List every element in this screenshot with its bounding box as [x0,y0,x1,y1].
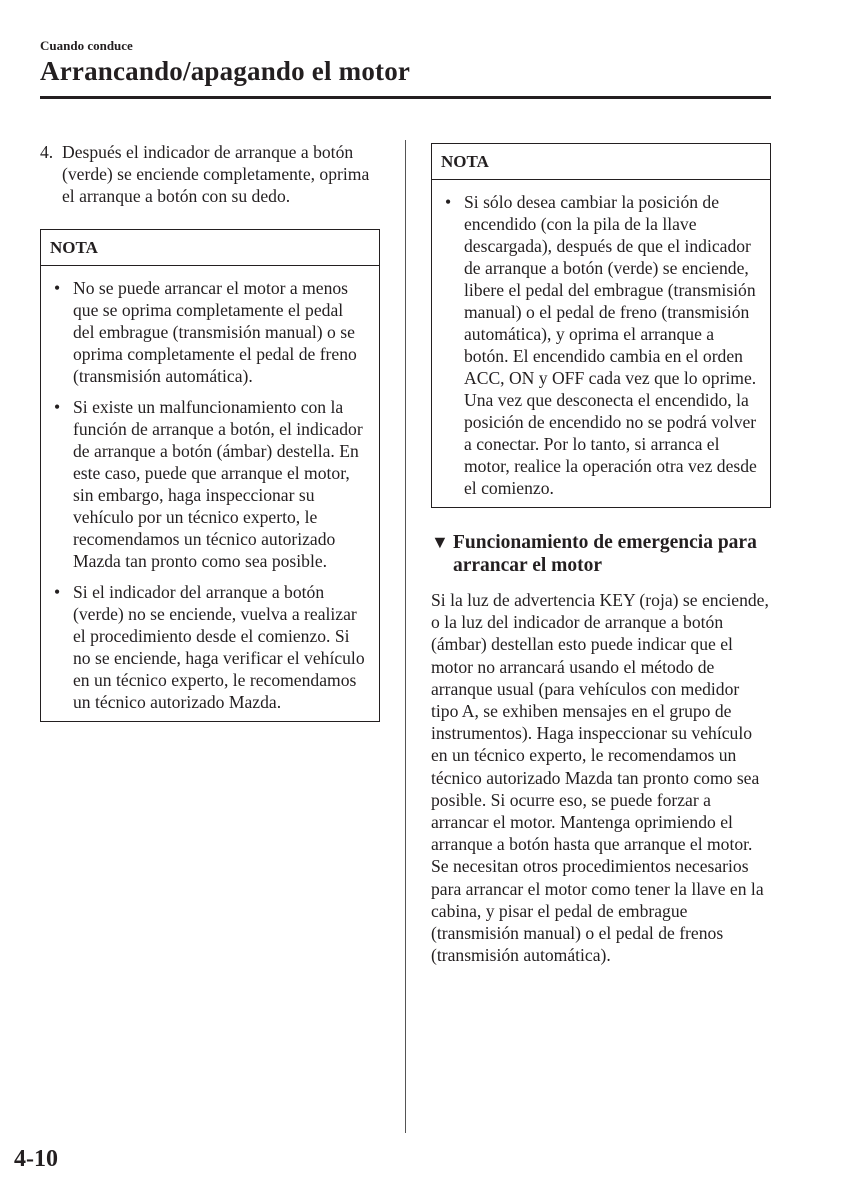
bullet-text: Si existe un malfuncionamiento con la función de arranque a botón, el indicador de arranque a botón (ámbar) destella. En este caso, puede que arranque el motor, sin embargo, haga inspeccionar su vehículo por un técnico experto, le recomendamos un técnico autorizado Mazda tan pronto como sea posible. [73,397,363,571]
note-bullet [442,191,760,499]
section-subheading [431,531,771,577]
left-column [40,141,380,722]
right-column [431,141,771,966]
down-triangle-icon: ▼ [431,532,449,552]
bullet-icon: • [54,397,61,417]
note-body [41,266,379,721]
note-bullet [51,581,369,713]
bullet-icon: • [54,278,61,298]
note-body [432,180,770,507]
page-number: 4-10 [14,1146,58,1172]
subheading-text: Funcionamiento de emergencia para arrancar el motor [453,532,757,576]
note-bullet [51,396,369,572]
column-divider [405,140,406,1133]
note-box [40,229,380,722]
body-paragraph: Si la luz de advertencia KEY (roja) se enciende, o la luz del indicador de arranque a botón (ámbar) destellan esto puede indicar que el motor no arrancará usando el método de arranque usual (para vehículos con medidor tipo A, se exhiben mensajes en el grupo de instrumentos). Haga inspeccionar su vehículo en un técnico experto, le recomendamos un técnico autorizado Mazda tan pronto como sea posible. Si ocurre eso, se puede forzar a arrancar el motor. Mantenga oprimiendo el arranque a botón hasta que arranque el motor. Se necesitan otros procedimientos necesarios para arrancar el motor como tener la llave en la cabina, y pisar el pedal de embrague (transmisión manual) o el pedal de frenos (transmisión automática). [431,590,769,966]
bullet-text: Si el indicador del arranque a botón (verde) no se enciende, vuelva a realizar el procedimiento desde el comienzo. Si no se enciende, haga verificar el vehículo en un técnico experto, le recomendamos un técnico autorizado Mazda. [73,582,365,712]
note-heading: NOTA [432,144,770,180]
note-heading: NOTA [41,230,379,266]
note-bullet [51,277,369,387]
bullet-text: No se puede arrancar el motor a menos que se oprima completamente el pedal del embrague (transmisión manual) o se oprima completamente el pedal de freno (transmisión automática). [73,278,357,386]
page-title: Arrancando/apagando el motor [40,56,411,86]
bullet-text: Si sólo desea cambiar la posición de encendido (con la pila de la llave descargada), después de que el indicador de arranque a botón (verde) se enciende, libere el pedal del embrague (transmisión manual) o el pedal de freno (transmisión automática), y oprima el arranque a botón. El encendido cambia en el orden ACC, ON y OFF cada vez que lo oprime. Una vez que desconecta el encendido, la posición de encendido no se podrá volver a conectar. Por lo tanto, si arranca el motor, realice la operación otra vez desde el comienzo. [464,192,757,498]
section-label: Cuando conduce [40,38,133,53]
bullet-icon: • [54,582,61,602]
bullet-icon: • [445,192,452,212]
step-number: 4. [40,142,54,162]
title-divider [40,96,771,99]
step-text: Después el indicador de arranque a botón (verde) se enciende completamente, oprima el arranque a botón con su dedo. [62,142,370,206]
note-box [431,143,771,508]
step-item [40,141,380,207]
